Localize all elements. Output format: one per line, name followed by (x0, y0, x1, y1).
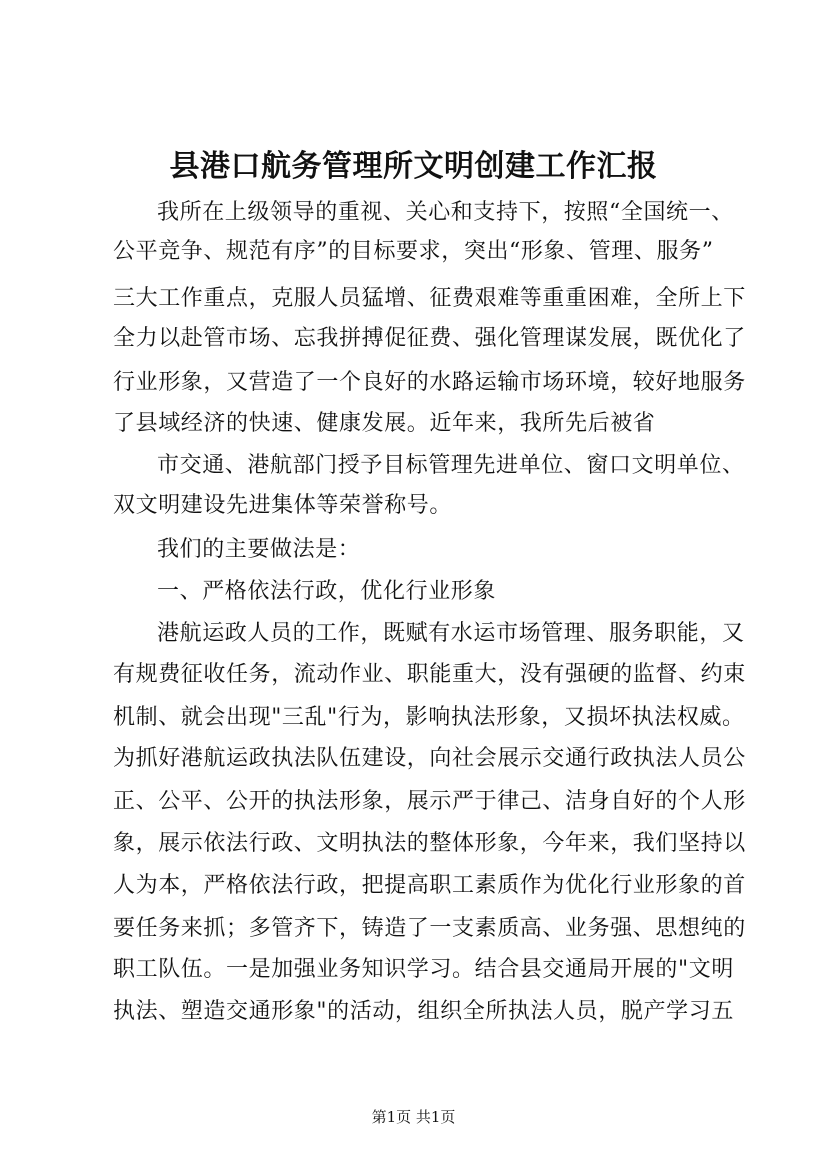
paragraph-line: 正、公平、公开的执法形象，展示严于律己、洁身自好的个人形 (113, 789, 746, 814)
paragraph-line: 要任务来抓；多管齐下，铸造了一支素质高、业务强、思想纯的 (113, 916, 746, 941)
paragraph-line: 三大工作重点，克服人员猛增、征费艰难等重重困难，全所上下 (113, 286, 746, 311)
paragraph-line: 行业形象，又营造了一个良好的水路运输市场环境，较好地服务 (113, 370, 746, 395)
paragraph-line: 我所在上级领导的重视、关心和支持下，按照“全国统一、 (157, 200, 734, 225)
paragraph-line: 公平竞争、规范有序”的目标要求，突出“形象、管理、服务” (113, 239, 714, 264)
paragraph-line: 为抓好港航运政执法队伍建设，向社会展示交通行政执法人员公 (113, 746, 746, 771)
paragraph-line: 港航运政人员的工作，既赋有水运市场管理、服务职能，又 (157, 621, 745, 646)
paragraph-line: 双文明建设先进集体等荣誉称号。 (113, 493, 453, 518)
paragraph-line: 市交通、港航部门授予目标管理先进单位、窗口文明单位、 (157, 453, 745, 478)
paragraph-line: 机制、就会出现"三乱"行为，影响执法形象，又损坏执法权威。 (113, 705, 745, 730)
page-footer: 第1页 共1页 (371, 1108, 456, 1126)
paragraph-line: 全力以赴管市场、忘我拼搏促征费、强化管理谋发展，既优化了 (113, 326, 746, 351)
paragraph-line: 了县域经济的快速、健康发展。近年来，我所先后被省 (113, 411, 656, 436)
paragraph-line: 执法、塑造交通形象"的活动，组织全所执法人员，脱产学习五 (113, 999, 734, 1024)
paragraph-line: 职工队伍。一是加强业务知识学习。结合县交通局开展的"文明 (113, 957, 734, 982)
paragraph-line: 有规费征收任务，流动作业、职能重大，没有强硬的监督、约束 (113, 662, 746, 687)
paragraph-line: 人为本，严格依法行政，把提高职工素质作为优化行业形象的首 (113, 873, 746, 898)
document-title: 县港口航务管理所文明创建工作汇报 (169, 149, 658, 184)
paragraph-line: 我们的主要做法是： (157, 537, 361, 562)
paragraph-line: 象，展示依法行政、文明执法的整体形象，今年来，我们坚持以 (113, 831, 746, 856)
section-heading: 一、严格依法行政，优化行业形象 (157, 579, 497, 604)
